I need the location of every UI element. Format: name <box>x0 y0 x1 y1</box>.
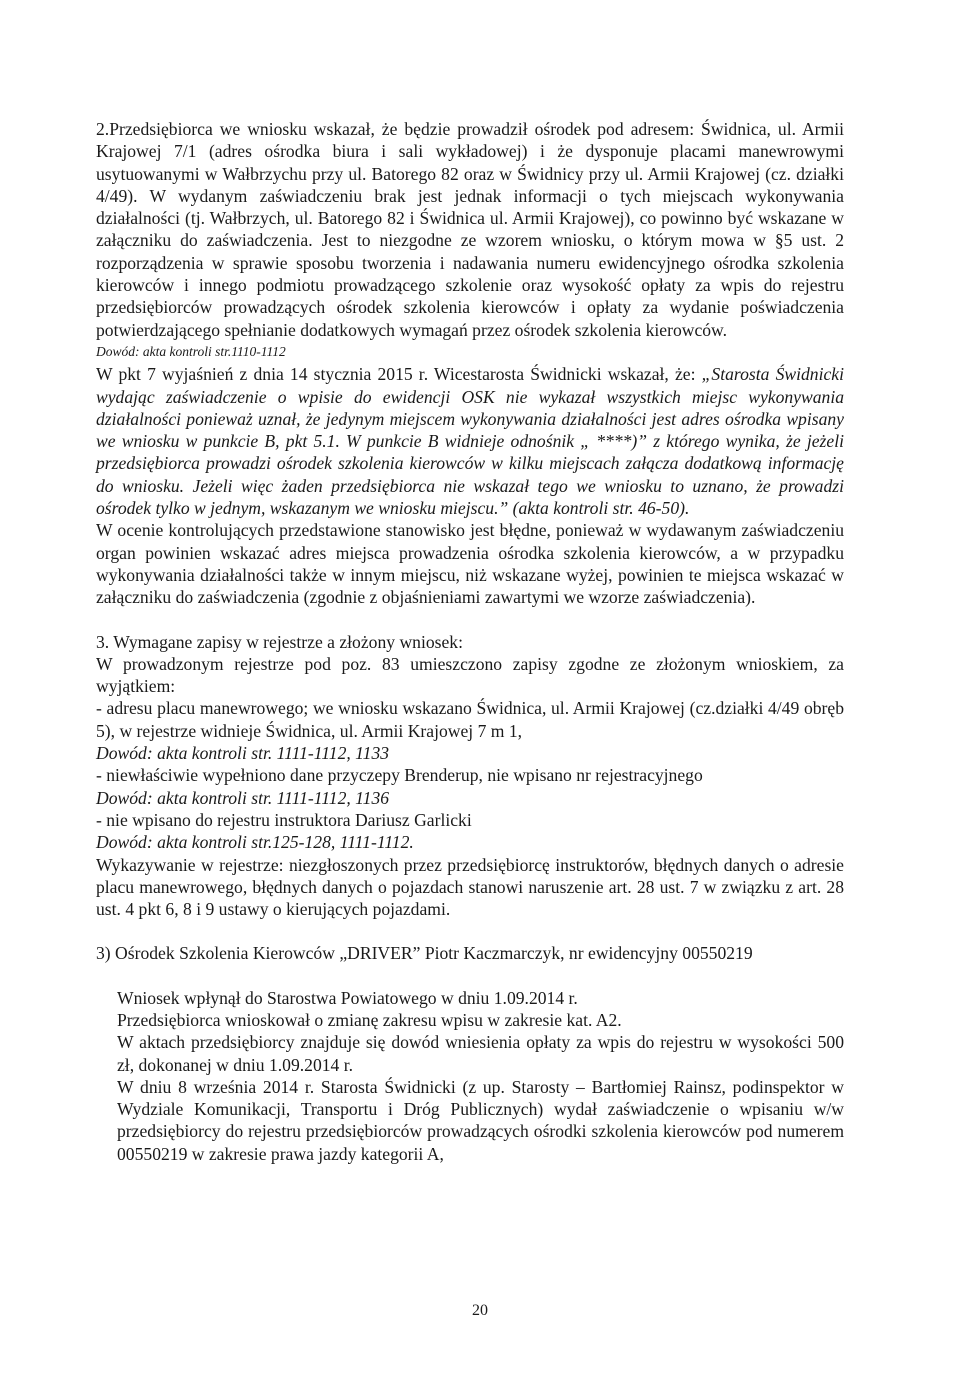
spacer <box>96 609 844 631</box>
paragraph-lead: W pkt 7 wyjaśnień z dnia 14 stycznia 2015 r. Wicestarosta Świdnicki wskazał, że: <box>96 364 702 385</box>
section3-intro: W prowadzonym rejestrze pod poz. 83 umieszczono zapisy zgodne ze złożonym wnioskiem, za wyjątkiem: <box>96 653 844 697</box>
spacer <box>96 965 844 987</box>
quoted-explanation: „Starosta Świdnicki wydając zaświadczenie o wpisie do ewidencji OSK nie wykazał wszystkich miejsc wykonywania działalności ponieważ uznał, że jedynym miejscem wykonywania działalności jest adres ośrodka wpisany we wniosku w punkcie B, pkt 5.1. W punkcie B widnieje odnośnik „ ****)” z którego wynika, że jeżeli przedsiębiorca prowadzi ośrodek szkolenia kierowców w kilku miejscach załącza dodatkową informację do wniosku. Jeżeli więc żaden przedsiębiorca nie wskazał tego we wniosku to uznano, że prowadzi ośrodek tylko w jednym, wskazanym we wniosku miejscu.” (akta kontroli str. 46-50). <box>96 364 844 519</box>
evidence-note: Dowód: akta kontroli str.1110-1112 <box>96 343 286 359</box>
driver-line-4: W dniu 8 września 2014 r. Starosta Świdnicki (z up. Starosty – Bartłomiej Rainsz, podinspektor w Wydziale Komunikacji, Transportu i Dróg Publicznych) wydał zaświadczenie o wpisaniu w/w przedsiębiorcy do rejestru przedsiębiorców prowadzących ośrodki szkolenia kierowców pod numerem 00550219 w zakresie prawa jazdy kategorii A, <box>117 1076 844 1164</box>
spacer <box>96 920 844 942</box>
driver-line-2: Przedsiębiorca wnioskował o zmianę zakresu wpisu w zakresie kat. A2. <box>117 1009 622 1030</box>
exception-item-3: - nie wpisano do rejestru instruktora Dariusz Garlicki <box>96 809 472 830</box>
driver-line-1: Wniosek wpłynął do Starostwa Powiatowego w dniu 1.09.2014 r. <box>117 987 578 1008</box>
page-number: 20 <box>472 1302 488 1319</box>
exception-item-2: - niewłaściwie wypełniono dane przyczepy Brenderup, nie wpisano nr rejestracyjnego <box>96 765 703 786</box>
section3-heading: 3. Wymagane zapisy w rejestrze a złożony wniosek: <box>96 631 463 652</box>
section3-summary: Wykazywanie w rejestrze: niezgłoszonych przez przedsiębiorcę instruktorów, błędnych danych o adresie placu manewrowego, błędnych danych o pojazdach stanowi naruszenie art. 28 ust. 7 w związku z art. 28 ust. 4 pkt 6, 8 i 9 ustawy o kierujących pojazdami. <box>96 854 844 920</box>
evidence-note: Dowód: akta kontroli str. 1111-1112, 1133 <box>96 743 390 764</box>
driver-line-3: W aktach przedsiębiorcy znajduje się dowód wniesienia opłaty za wpis do rejestru w wysokości 500 zł, dokonanej w dniu 1.09.2014 r. <box>117 1032 844 1075</box>
exception-item-1: - adresu placu manewrowego; we wniosku wskazano Świdnica, ul. Armii Krajowej (cz.działki 4/49 obręb 5), w rejestrze widnieje Świdnica, ul. Armii Krajowej 7 m 1, <box>96 698 844 741</box>
evidence-note: Dowód: akta kontroli str.125-128, 1111-1112. <box>96 832 414 853</box>
evidence-note: Dowód: akta kontroli str. 1111-1112, 1136 <box>96 787 390 808</box>
driver-section-heading: 3) Ośrodek Szkolenia Kierowców „DRIVER” Piotr Kaczmarczyk, nr ewidencyjny 00550219 <box>96 943 753 964</box>
section2-paragraph-1: 2.Przedsiębiorca we wniosku wskazał, że będzie prowadził ośrodek pod adresem: Świdnica, ul. Armii Krajowej 7/1 (adres ośrodka biura i sali wykładowej) i że dysponuje placami manewrowymi usytuowanymi w Wałbrzychu przy ul. Batorego 82 oraz w Świdnicy przy ul. Armii Krajowej (cz. działki 4/49). W wydanym zaświadczeniu brak jest jednak informacji o tych miejscach wykonywania działalności (tj. Wałbrzych, ul. Batorego 82 i Świdnica ul. Armii Krajowej), co powinno być wskazane w załączniku do zaświadczenia. Jest to niezgodne ze wzorem wniosku, o którym mowa w §5 ust. 2 rozporządzenia w sprawie sposobu tworzenia i nadawania numeru ewidencyjnego ośrodka szkolenia kierowców i innego podmiotu prowadzącego szkolenie oraz wysokość opłaty za wpis do rejestru przedsiębiorców prowadzących ośrodek szkolenia kierowców i opłaty za wydanie poświadczenia potwierdzającego spełnianie dodatkowych wymagań przez ośrodek szkolenia kierowców. <box>96 119 844 340</box>
document-page <box>96 118 844 1165</box>
section2-paragraph-3: W ocenie kontrolujących przedstawione stanowisko jest błędne, ponieważ w wydawanym zaświadczeniu organ powinien wskazać adres miejsca prowadzenia ośrodka szkolenia kierowców, a w przypadku wykonywania działalności także w innym miejscu, niż wskazane wyżej, powinien te miejsca wskazać w załączniku do zaświadczenia (zgodnie z objaśnieniami zawartymi we wzorze zaświadczenia). <box>96 520 844 608</box>
driver-section-body <box>96 987 844 1165</box>
section2-paragraph-2 <box>96 363 844 519</box>
